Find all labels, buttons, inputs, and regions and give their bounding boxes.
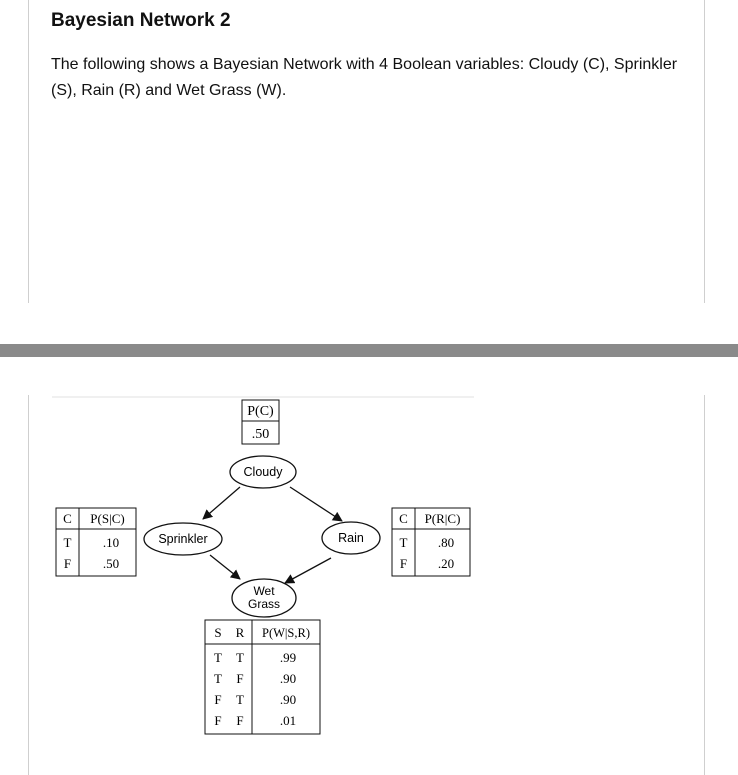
node-sprinkler-label: Sprinkler <box>158 532 208 546</box>
section-divider <box>0 344 738 357</box>
cpt-w-row2-p: .90 <box>279 671 297 686</box>
cpt-w-row1-r: T <box>236 650 244 665</box>
cpt-sprinkler <box>56 508 136 576</box>
cpt-w-row4-s: F <box>214 713 222 728</box>
question-card <box>28 0 705 303</box>
cpt-w-row3-r: T <box>236 692 244 707</box>
edge-rain-wetgrass <box>285 558 331 583</box>
cpt-r-row2-c: F <box>399 556 408 571</box>
cpt-s-row1-c: T <box>63 535 72 550</box>
edge-sprinkler-wetgrass <box>210 555 240 579</box>
cpt-w-row3-s: F <box>214 692 222 707</box>
question-text: The following shows a Bayesian Network with 4 Boolean variables: Cloudy (C), Sprinkler (S), Rain (R) and Wet Grass (W). <box>51 56 678 99</box>
cpt-w-row4-r: F <box>236 713 244 728</box>
cpt-c-header: P(C) <box>247 404 274 419</box>
cpt-w-row1-p: .99 <box>279 650 297 665</box>
bayesian-network-figure <box>52 396 474 739</box>
cpt-w-row2-s: T <box>214 671 222 686</box>
node-rain <box>322 522 380 554</box>
cpt-c-value: .50 <box>251 427 270 442</box>
cpt-r-header-c: C <box>399 511 408 526</box>
cpt-r-row1-p: .80 <box>437 535 455 550</box>
edge-cloudy-rain <box>290 487 342 521</box>
node-sprinkler <box>144 523 222 555</box>
question-title: Bayesian Network 2 <box>51 10 231 31</box>
cpt-s-row2-p: .50 <box>102 556 120 571</box>
cpt-s-row1-p: .10 <box>102 535 120 550</box>
cpt-w-row3-p: .90 <box>279 692 297 707</box>
cpt-w-header-s: S <box>214 625 222 640</box>
cpt-w-header-p: P(W|S,R) <box>262 626 310 640</box>
edge-cloudy-sprinkler <box>203 487 240 519</box>
node-rain-label: Rain <box>338 531 364 545</box>
cpt-w-header-r: R <box>235 625 245 640</box>
cpt-rain <box>392 508 470 576</box>
cpt-r-row1-c: T <box>399 535 408 550</box>
cpt-s-header-p: P(S|C) <box>90 511 125 526</box>
node-wet-grass-label-2: Grass <box>247 597 281 611</box>
cpt-cloudy <box>242 400 279 444</box>
node-cloudy-label: Cloudy <box>243 465 283 479</box>
node-cloudy <box>230 456 296 488</box>
node-wet-grass <box>232 579 296 617</box>
cpt-s-row2-c: F <box>63 556 72 571</box>
cpt-w-row2-r: F <box>236 671 244 686</box>
cpt-w-row1-s: T <box>214 650 222 665</box>
cpt-r-row2-p: .20 <box>437 556 455 571</box>
cpt-r-header-p: P(R|C) <box>424 511 461 526</box>
network-diagram <box>52 396 474 739</box>
cpt-wet-grass <box>205 620 320 734</box>
node-wet-grass-label-1: Wet <box>253 584 275 598</box>
cpt-s-header-c: C <box>63 511 72 526</box>
cpt-w-row4-p: .01 <box>279 713 297 728</box>
